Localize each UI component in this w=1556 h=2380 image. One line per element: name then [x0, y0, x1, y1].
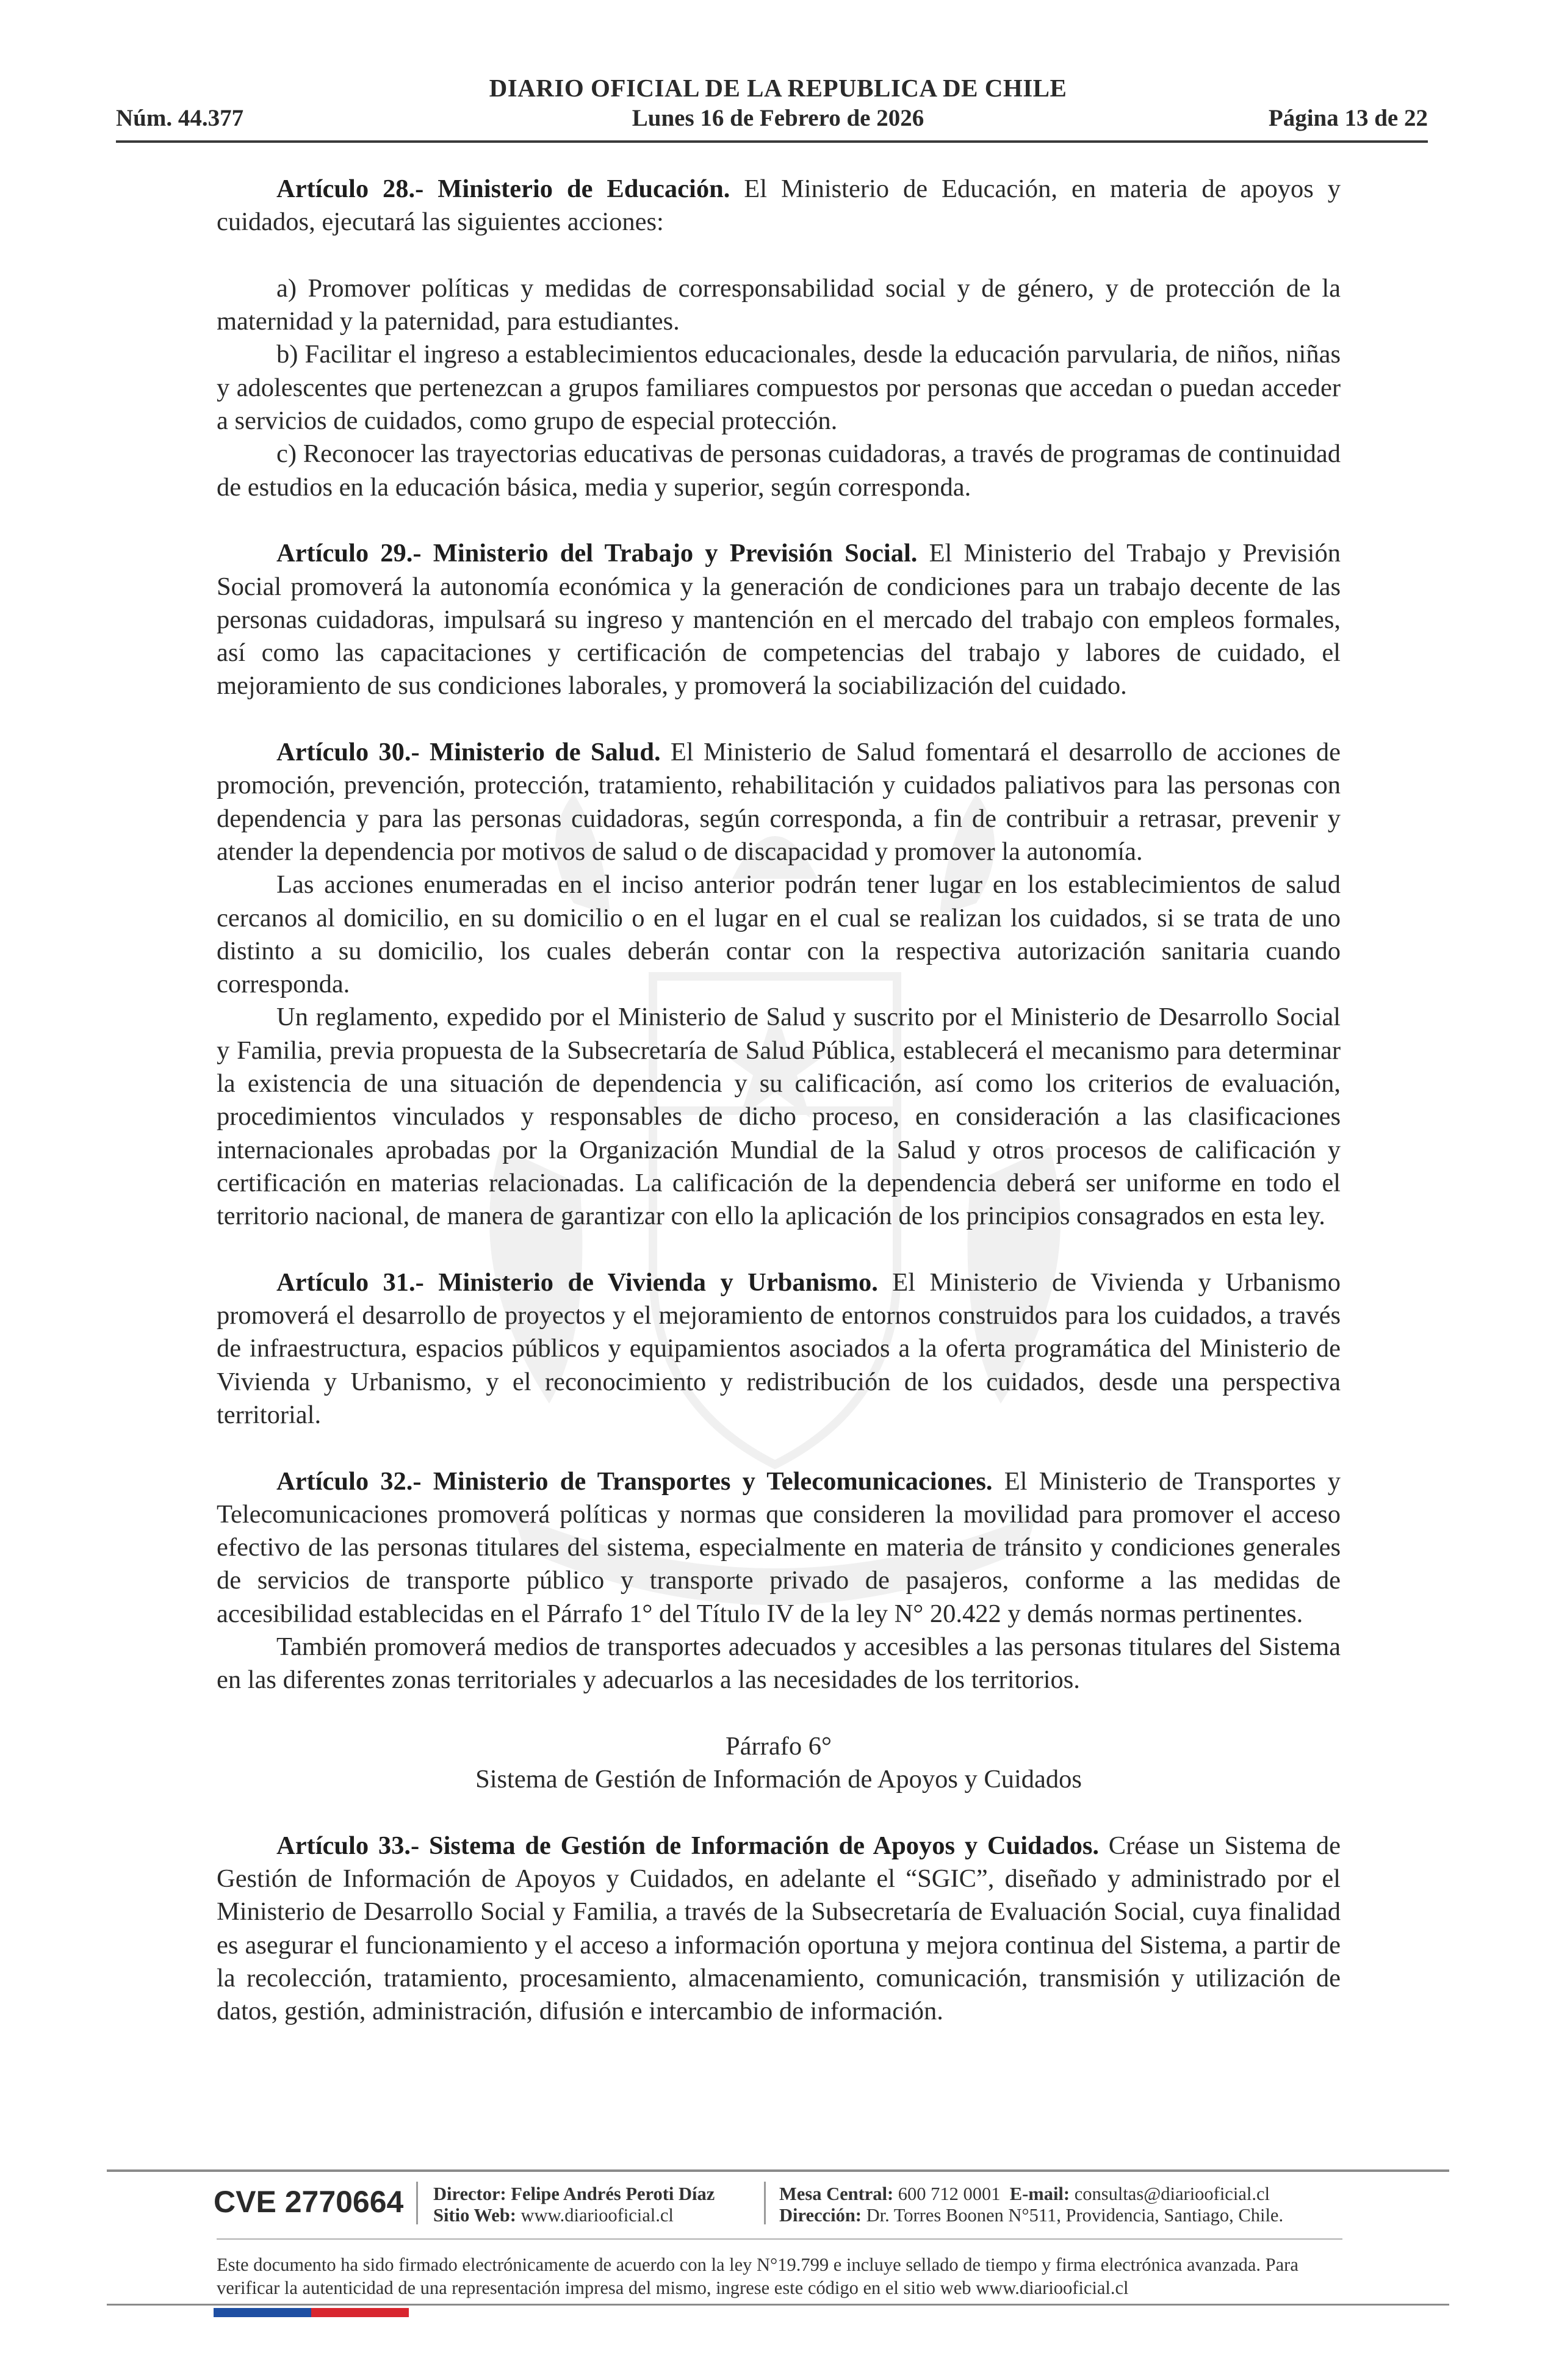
- website-link[interactable]: www.diariooficial.cl: [520, 2205, 674, 2226]
- list-item: c) Reconocer las trayectorias educativas de personas cuidadoras, a través de programas de continuidad de estudios en la educación básica, media y superior, según corresponda.: [217, 439, 1341, 502]
- article-heading: Artículo 28.- Ministerio de Educación.: [276, 175, 730, 203]
- address-label: Dirección:: [779, 2205, 862, 2226]
- email-label: E-mail:: [1009, 2183, 1070, 2204]
- page-indicator: Página 13 de 22: [1268, 105, 1428, 131]
- document-body: [217, 173, 1341, 2028]
- article-heading: Artículo 29.- Ministerio del Trabajo y Previsión Social.: [276, 539, 918, 568]
- address-value: Dr. Torres Boonen N°511, Providencia, Santiago, Chile.: [866, 2205, 1284, 2226]
- paragraph: También promoverá medios de transportes adecuados y accesibles a las personas titulares del Sistema en las diferentes zonas territoriales y adecuarlos a las necesidades de los territorios.: [217, 1632, 1341, 1695]
- list-item: a) Promover políticas y medidas de corresponsabilidad social y de género, y de protección de la maternidad y la paternidad, para estudiantes.: [217, 273, 1341, 336]
- header-divider: [116, 140, 1428, 143]
- article-heading: Artículo 33.- Sistema de Gestión de Información de Apoyos y Cuidados.: [276, 1831, 1099, 1860]
- section-title: Sistema de Gestión de Información de Apoyos y Cuidados: [475, 1765, 1082, 1794]
- article-32: [217, 1465, 1341, 1631]
- director-line: [433, 2183, 715, 2205]
- section-number: Párrafo 6°: [726, 1731, 832, 1761]
- article-31: [217, 1266, 1341, 1432]
- director-label: Director:: [433, 2183, 506, 2204]
- footer-bottom-divider: [107, 2304, 1449, 2306]
- flag-stripe-red: [311, 2308, 409, 2317]
- article-heading: Artículo 30.- Ministerio de Salud.: [276, 738, 661, 767]
- article-text: El Ministerio de Educación, en materia de apoyos y cuidados, ejecutará las siguientes acciones:: [217, 175, 1341, 237]
- article-text: El Ministerio de Salud fomentará el desarrollo de acciones de promoción, prevención, protección, tratamiento, rehabilitación y cuidados paliativos para las personas con dependencia y para las personas cuidadoras, según corresponda, a fin de contribuir a retrasar, prevenir y atender la dependencia por motivos de salud o de discapacidad y promover la autonomía.: [217, 738, 1341, 866]
- paragraph: Un reglamento, expedido por el Ministerio de Salud y suscrito por el Ministerio de Desarrollo Social y Familia, previa propuesta de la Subsecretaría de Salud Pública, establecerá el mecanismo para determinar la existencia de una situación de dependencia y su calificación, así como los criterios de evaluación, procedimientos vinculados y responsables de dicho proceso, en consideración a las clasificaciones internacionales aprobadas por la Organización Mundial de la Salud y otros procesos de calificación y certificación en materias relacionadas. La calificación de la dependencia deberá ser uniforme en todo el territorio nacional, de manera de garantizar con ello la aplicación de los principios consagrados en esta ley.: [217, 1003, 1341, 1231]
- article-text: El Ministerio de Transportes y Telecomunicaciones promoverá políticas y normas que consideren la movilidad para promover el acceso efectivo de las personas titulares del sistema, especialmente en materia de tránsito y condiciones generales de servicios de transporte público y transporte privado de pasajeros, conforme a las medidas de accesibilidad establecidas en el Párrafo 1° del Título IV de la ley N° 20.422 y demás normas pertinentes.: [217, 1466, 1341, 1628]
- footer-inner-divider: [217, 2238, 1342, 2240]
- footer-separator: [416, 2182, 418, 2224]
- website-line: [433, 2205, 674, 2226]
- email-link[interactable]: consultas@diariooficial.cl: [1074, 2183, 1270, 2204]
- article-text: El Ministerio del Trabajo y Previsión Social promoverá la autonomía económica y la generación de condiciones para un trabajo decente de las personas cuidadoras, impulsará su ingreso y mantención en el mercado del trabajo con empleos formales, así como las capacitaciones y certificación de competencias del trabajo y labores de cuidado, el mejoramiento de sus condiciones laborales, y promoverá la sociabilización del cuidado.: [217, 539, 1341, 701]
- director-name: Felipe Andrés Peroti Díaz: [511, 2183, 715, 2204]
- article-28: [217, 173, 1341, 239]
- article-30: [217, 736, 1341, 868]
- article-text: Créase un Sistema de Gestión de Información de Apoyos y Cuidados, en adelante el “SGIC”, diseñado y administrado por el Ministerio de Desarrollo Social y Familia, a través de la Subsecretaría de Evaluación Social, cuya finalidad es asegurar el funcionamiento y el acceso a información oportuna y mejora continua del Sistema, a partir de la recolección, tratamiento, procesamiento, almacenamiento, comunicación, transmisión y utilización de datos, gestión, administración, difusión e intercambio de información.: [217, 1831, 1341, 2026]
- paragraph: Las acciones enumeradas en el inciso anterior podrán tener lugar en los establecimientos de salud cercanos al domicilio, en su domicilio o en el lugar en el cual se realizan los cuidados, si se trata de uno distinto a su domicilio, los cuales deberán contar con la respectiva autorización sanitaria cuando corresponda.: [217, 870, 1341, 999]
- address-line: [779, 2205, 1283, 2226]
- issue-number: Núm. 44.377: [116, 105, 244, 131]
- issue-date: Lunes 16 de Febrero de 2026: [632, 105, 924, 131]
- article-33: [217, 1830, 1341, 2028]
- publication-title: DIARIO OFICIAL DE LA REPUBLICA DE CHILE: [489, 74, 1067, 102]
- article-heading: Artículo 31.- Ministerio de Vivienda y Urbanismo.: [276, 1268, 878, 1297]
- website-label: Sitio Web:: [433, 2205, 516, 2226]
- phone-label: Mesa Central:: [779, 2183, 894, 2204]
- footer-divider: [107, 2169, 1449, 2172]
- flag-stripe-blue: [214, 2308, 311, 2317]
- list-item: b) Facilitar el ingreso a establecimientos educacionales, desde la educación parvularia, de niños, niñas y adolescentes que pertenezcan a grupos familiares compuestos por personas que accedan o puedan acceder a servicios de cuidados, como grupo de especial protección.: [217, 340, 1341, 436]
- cve-code: CVE 2770664: [214, 2185, 404, 2219]
- article-29: [217, 537, 1341, 702]
- article-text: El Ministerio de Vivienda y Urbanismo promoverá el desarrollo de proyectos y el mejoramiento de entornos construidos para los cuidados, a través de infraestructura, espacios públicos y equipamientos asociados a la oferta programática del Ministerio de Vivienda y Urbanismo, y el reconocimiento y redistribución de los cuidados, desde una perspectiva territorial.: [217, 1268, 1341, 1429]
- contact-line: [779, 2183, 1270, 2205]
- footer-separator: [764, 2182, 766, 2224]
- signature-notice: Este documento ha sido firmado electrónicamente de acuerdo con la ley N°19.799 e incluye sellado de tiempo y firma electrónica avanzada. Para verificar la autenticidad de una representación impresa del mismo, ingrese este código en el sitio web www.diariooficial.cl: [217, 2254, 1298, 2298]
- phone-value: 600 712 0001: [898, 2183, 1001, 2204]
- article-heading: Artículo 32.- Ministerio de Transportes y Telecomunicaciones.: [276, 1466, 993, 1496]
